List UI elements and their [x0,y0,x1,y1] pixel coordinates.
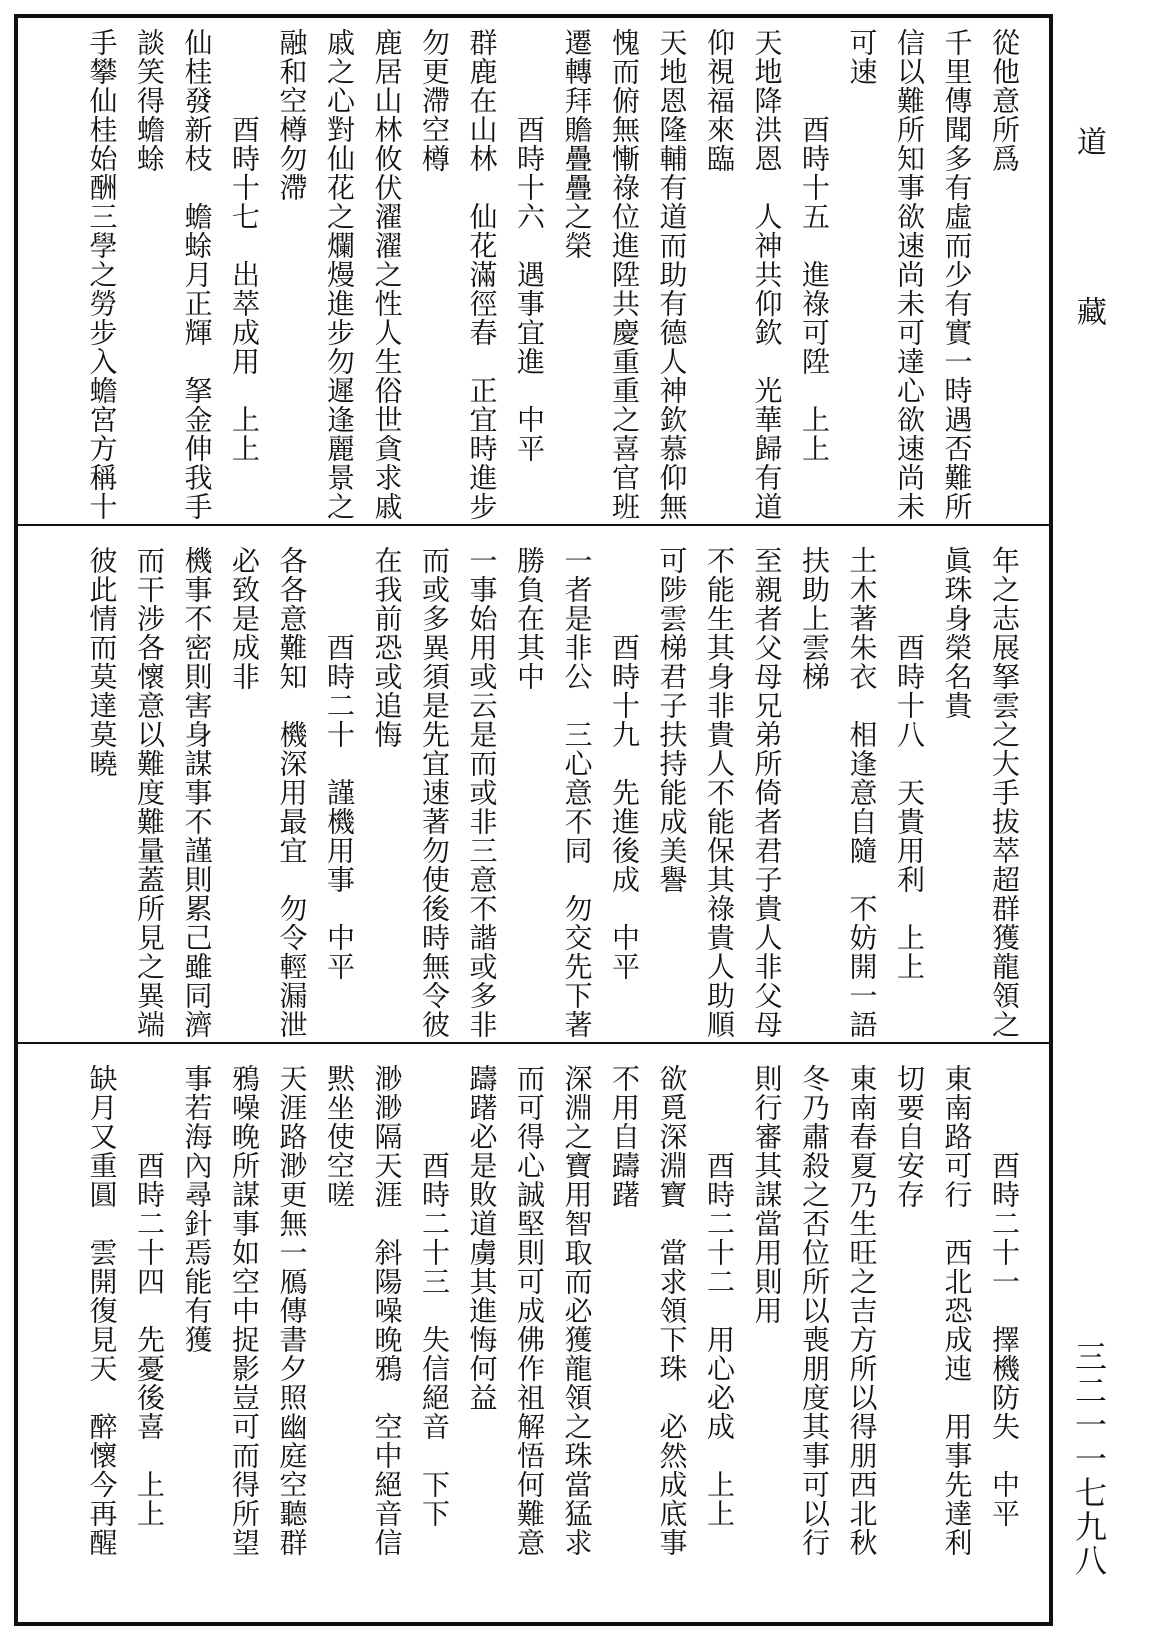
text-column: 酉時十七 出萃成用 上上 [228,28,261,463]
text-column: 遷轉拜贍疊疊之榮 [560,28,594,260]
text-column: 鹿居山林攸伏濯濯之性人生俗世貪求戚 [370,28,404,521]
text-column: 黙坐使空嗟 [323,1064,356,1209]
text-column: 不能生其身非貴人不能保其祿貴人助順 [703,546,736,1039]
text-column: 而或多異須是先宜速著勿使後時無令彼 [418,546,451,1039]
text-column: 必致是成非 [228,546,261,691]
margin-title-top: 道 [1071,126,1106,156]
text-column: 而干涉各懷意以難度難量蓋所見之異端 [133,546,166,1039]
text-column: 深淵之寶用智取而必獲龍領之珠當猛求 [560,1064,594,1557]
text-column: 酉時二十一 擇機防失 中平 [988,1064,1021,1528]
text-column: 在我前恐或追悔 [370,546,404,749]
text-column: 融和空樽勿滯 [275,28,309,202]
text-column: 東南路可行 西北恐成迍 用事先達利 [940,1064,974,1557]
text-column: 酉時十六 遇事宜進 中平 [513,28,546,463]
text-column: 缺月又重圓 雲開復見天 醉懷今再醒 [85,1064,119,1557]
text-column: 彼此情而莫達莫曉 [85,546,119,778]
text-column: 酉時二十四 先憂後喜 上上 [133,1064,166,1528]
text-column: 千里傳聞多有虛而少有實一時遇否難所 [940,28,974,521]
text-panel-3 [20,1058,1047,1618]
text-column: 機事不密則害身謀事不謹則累己雖同濟 [180,546,214,1039]
text-panel-1 [20,22,1047,520]
text-column: 年之志展拏雲之大手拔萃超群獲龍領之 [988,546,1021,1039]
text-column: 勿更滯空樽 [418,28,451,173]
text-column: 切要自安存 [893,1064,926,1209]
text-column: 戚之心對仙花之爛熳進步勿遲逢麗景之 [323,28,356,521]
text-column: 眞珠身榮名貴 [940,546,974,720]
text-column: 酉時二十三 失信絕音 下下 [418,1064,451,1528]
text-column: 愧而俯無慚祿位進陞共慶重重之喜官班 [608,28,641,521]
text-column: 土木著朱衣 相逢意自隨 不妨開一語 [845,546,879,1039]
text-column: 一事始用或云是而或非三意不諧或多非 [465,546,499,1039]
text-column: 欲覓深淵寶 當求領下珠 必然成底事 [655,1064,689,1557]
text-column: 信以難所知事欲速尚未可達心欲速尚未 [893,28,926,521]
text-column: 酉時十九 先進後成 中平 [608,546,641,981]
text-column: 不用自躊躇 [608,1064,641,1209]
text-column: 冬乃肅殺之否位所以喪朋度其事可以行 [798,1064,831,1557]
margin-page-number: 三二一一七九八 [1070,1340,1108,1578]
text-column: 東南春夏乃生旺之吉方所以得朋西北秋 [845,1064,879,1557]
text-column: 事若海內尋針焉能有獲 [180,1064,214,1354]
panel-divider-top [14,524,1053,526]
text-column: 仙桂發新枝 蟾蜍月正輝 拏金伸我手 [180,28,214,521]
text-column: 群鹿在山林 仙花滿徑春 正宜時進步 [465,28,499,521]
text-column: 鴉噪晚所謀事如空中捉影豈可而得所望 [228,1064,261,1557]
text-column: 可速 [845,28,879,86]
margin-title-bottom: 藏 [1071,296,1106,326]
text-column: 渺渺隔天涯 斜陽噪晚鴉 空中絕音信 [370,1064,404,1557]
text-column: 則行審其謀當用則用 [750,1064,784,1325]
text-column: 從他意所爲 [988,28,1021,173]
text-column: 談笑得蟾蜍 [133,28,166,173]
text-column: 而可得心誠堅則可成佛作祖解悟何難意 [513,1064,546,1557]
text-column: 酉時二十二 用心必成 上上 [703,1064,736,1528]
text-column: 勝負在其中 [513,546,546,691]
text-column: 天涯路渺更無一鴈傳書夕照幽庭空聽群 [275,1064,309,1557]
text-panel-2 [20,540,1047,1038]
text-column: 酉時十五 進祿可陞 上上 [798,28,831,463]
text-column: 一者是非公 三心意不同 勿交先下著 [560,546,594,1039]
panel-divider-bottom [14,1042,1053,1044]
text-column: 躊躇必是敗道虜其進悔何益 [465,1064,499,1412]
text-column: 仰視福來臨 [703,28,736,173]
text-column: 扶助上雲梯 [798,546,831,691]
text-column: 可陟雲梯君子扶持能成美譽 [655,546,689,894]
text-column: 天地恩隆輔有道而助有德人神欽慕仰無 [655,28,689,521]
text-column: 酉時十八 天貴用利 上上 [893,546,926,981]
text-column: 酉時二十 謹機用事 中平 [323,546,356,981]
text-column: 手攀仙桂始酬三學之勞步入蟾宮方稱十 [85,28,119,521]
text-column: 天地降洪恩 人神共仰欽 光華歸有道 [750,28,784,521]
text-column: 各各意難知 機深用最宜 勿令輕漏泄 [275,546,309,1039]
text-column: 至親者父母兄弟所倚者君子貴人非父母 [750,546,784,1039]
